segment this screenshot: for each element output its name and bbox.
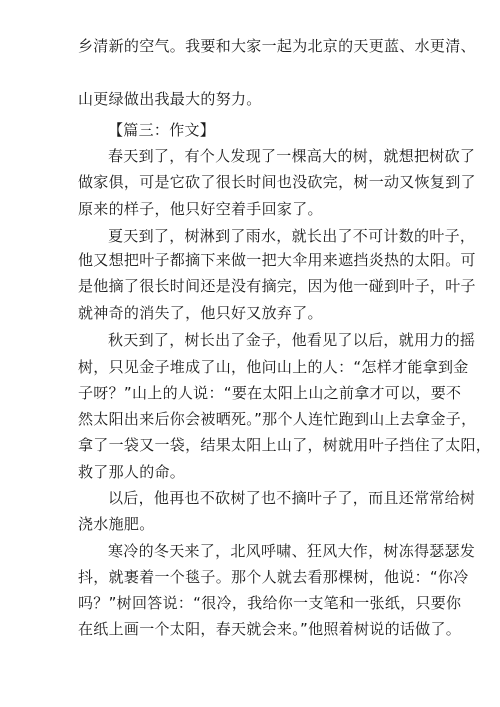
text-line: 以后，他再也不砍树了也不摘叶子了，而且还常常给树 xyxy=(108,489,476,507)
text-line: 乡清新的空气。我要和大家一起为北京的天更蓝、水更清、 xyxy=(78,37,476,55)
text-line: 春天到了，有个人发现了一棵高大的树，就想把树砍了 xyxy=(108,147,476,165)
text-line: 然太阳出来后你会被晒死。”那个人连忙跑到山上去拿金子， xyxy=(78,410,477,428)
text-line: 秋天到了，树长出了金子，他看见了以后，就用力的摇 xyxy=(108,331,476,349)
text-line: 他又想把叶子都摘下来做一把大伞用来遮挡炎热的太阳。可 xyxy=(78,251,476,269)
text-line: 吗？”树回答说：“很冷，我给你一支笔和一张纸，只要你 xyxy=(78,594,462,612)
text-line: 抖，就裹着一个毯子。那个人就去看那棵树，他说：“你冷 xyxy=(78,568,469,586)
text-line: 树，只见金子堆成了山，他问山上的人：“怎样才能拿到金 xyxy=(78,358,469,376)
text-line: 原来的样子，他只好空着手回家了。 xyxy=(78,200,323,218)
text-line: 寒冷的冬天来了，北风呼啸、狂风大作，树冻得瑟瑟发 xyxy=(108,542,476,560)
text-line: 子呀？”山上的人说：“要在太阳上山之前拿才可以，要不 xyxy=(78,384,462,402)
text-line: 山更绿做出我最大的努力。 xyxy=(78,90,262,108)
section-heading: 【篇三：作文】 xyxy=(108,121,216,139)
text-line: 救了那人的命。 xyxy=(78,463,186,481)
text-line: 浇水施肥。 xyxy=(78,515,155,533)
text-line: 做家俱，可是它砍了很长时间也没砍完，树一动又恢复到了 xyxy=(78,173,476,191)
text-line: 夏天到了，树淋到了雨水，就长出了不可计数的叶子， xyxy=(108,227,476,245)
text-line: 在纸上画一个太阳，春天就会来。”他照着树说的话做了。 xyxy=(78,620,462,638)
text-line: 拿了一袋又一袋，结果太阳上山了，树就用叶子挡住了太阳， xyxy=(78,436,492,454)
text-line: 是他摘了很长时间还是没有摘完，因为他一碰到叶子，叶子 xyxy=(78,277,476,295)
text-line: 就神奇的消失了，他只好又放弃了。 xyxy=(78,304,323,322)
